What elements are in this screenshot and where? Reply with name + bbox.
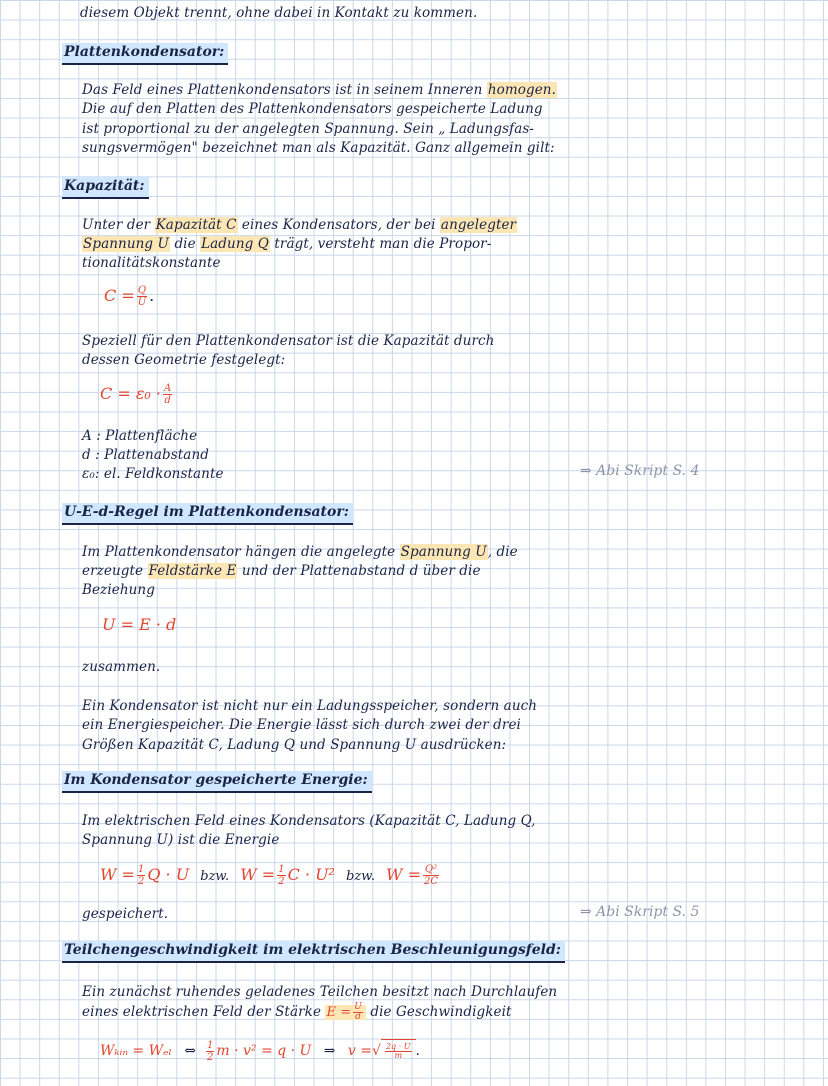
legend-item: A : Plattenfläche: [82, 428, 198, 444]
plattenkondensator-line-1: [82, 81, 557, 101]
fraction-q2-over-2c: [423, 864, 439, 887]
plattenkondensator-line-3: ist proportional zu der angelegten Spannung. Sein „ Ladungsfas-: [82, 121, 535, 137]
formula-feldstaerke: [325, 1002, 366, 1022]
kapazitaet-line-2: [82, 235, 491, 255]
e-lhs: E =: [326, 1005, 352, 1020]
formula-kap-end: .: [149, 286, 155, 305]
frac-num: U: [354, 1002, 362, 1012]
plattenkondensator-line-4: sungsvermögen" bezeichnet man als Kapazität. Ganz allgemein gilt:: [82, 140, 555, 156]
f2-lhs: W =: [240, 865, 276, 884]
formula-energie: [100, 864, 441, 888]
ued-l1a: Im Plattenkondensator hängen die angelegte: [82, 544, 396, 560]
frac-den: 2: [137, 876, 145, 887]
implies-arrow: ⇒: [323, 1043, 336, 1059]
formula-kap-lhs: C =: [104, 286, 135, 305]
heading-teilchengeschwindigkeit: Teilchengeschwindigkeit im elektrischen Beschleunigungsfeld:: [62, 941, 565, 963]
frac-num: 2q · U: [385, 1041, 411, 1051]
f-energy-equal: Wₖᵢₙ = Wₑₗ: [100, 1043, 172, 1059]
homogen-highlight: homogen.: [487, 82, 556, 98]
abi-skript-ref-5: ⇒ Abi Skript S. 5: [580, 904, 700, 920]
ued-line-7: Größen Kapazität C, Ladung Q und Spannung U ausdrücken:: [82, 737, 507, 753]
frac-den: 2: [278, 876, 285, 887]
kapazitaet-line-4: Speziell für den Plattenkondensator ist die Kapazität durch: [82, 333, 495, 349]
ued-line-5: Ein Kondensator ist nicht nur ein Ladungsspeicher, sondern auch: [82, 698, 538, 714]
f1-rhs: Q · U: [147, 865, 190, 884]
f1-lhs: W =: [100, 865, 135, 884]
frac-den: d: [355, 1012, 362, 1022]
f-v-lhs: v =: [347, 1043, 373, 1059]
ladung-q-highlight: Ladung Q: [201, 236, 269, 252]
teilchen-l2b: die Geschwindigkeit: [370, 1004, 512, 1020]
fraction-q-over-u: [137, 285, 147, 308]
f-end: .: [415, 1043, 420, 1059]
angelegter-highlight: angelegter: [440, 217, 517, 233]
teilchen-l2a: eines elektrischen Feld der Stärke: [82, 1004, 322, 1020]
formula-teilchen: Wₖᵢₙ = Wₑₗ ⇔ $\frac{1}{2}$ m · v² = q · U ⇒ v =√ $\frac{2q \cdot U}{m}$ .: [100, 1039, 420, 1063]
energie-line-2: Spannung U) ist die Energie: [82, 832, 280, 848]
spannung-u-highlight: Spannung U: [83, 236, 170, 252]
fraction-one-half: [137, 864, 145, 887]
ued-line-3: Beziehung: [82, 582, 155, 598]
feldstaerke-highlight: Feldstärke E: [148, 563, 237, 579]
f2-rhs: C · U²: [287, 865, 335, 884]
frac-num: 1: [207, 1039, 214, 1051]
energie-line-3: gespeichert.: [82, 906, 169, 922]
kap-l1a: Unter der: [82, 217, 151, 233]
heading-ued-regel: U-E-d-Regel im Plattenkondensator:: [62, 503, 353, 525]
kap-l1c: eines Kondensators, der bei: [241, 217, 436, 233]
f3-lhs: W =: [386, 865, 421, 884]
ued-l2c: und der Plattenabstand d über die: [241, 563, 481, 579]
sqrt-term: [381, 1039, 416, 1062]
frac-num: 1: [278, 864, 285, 875]
frac-den: 2: [207, 1051, 214, 1063]
ued-line-2: [82, 562, 481, 582]
plattenkondensator-line-1-text: Das Feld eines Plattenkondensators ist in seinem Inneren: [82, 82, 483, 98]
teilchen-line-1: Ein zunächst ruhendes geladenes Teilchen besitzt nach Durchlaufen: [82, 984, 558, 1000]
formula-ued: U = E · d: [102, 615, 177, 634]
frac-num: Q²: [424, 864, 438, 875]
frac-num: Q: [137, 285, 147, 296]
formula-plattenkapazitaet: [100, 383, 174, 406]
kapazitaet-c-highlight: Kapazität C: [155, 217, 237, 233]
equiv-arrow: ⇔: [184, 1043, 197, 1059]
f-kinetic: m · v² = q · U: [216, 1043, 312, 1059]
fraction-a-over-d: [163, 383, 172, 406]
abi-skript-ref-4: ⇒ Abi Skript S. 4: [580, 463, 700, 479]
formula-kapazitaet: [104, 285, 154, 308]
ued-line-6: ein Energiespeicher. Die Energie lässt sich durch zwei der drei: [82, 717, 521, 733]
fraction-2qu-over-m: [385, 1043, 412, 1060]
bzw-1: bzw.: [200, 869, 230, 884]
bzw-2: bzw.: [346, 869, 375, 884]
kap-l2d: trägt, versteht man die Propor-: [274, 236, 492, 252]
energie-line-1: Im elektrischen Feld eines Kondensators (Kapazität C, Ladung Q,: [82, 813, 536, 829]
frac-den: m: [394, 1050, 403, 1060]
formula-geo-lhs: C = ε₀ ·: [100, 384, 161, 403]
ued-l1c: , die: [487, 544, 518, 560]
plattenkondensator-line-2: Die auf den Platten des Plattenkondensators gespeicherte Ladung: [82, 101, 543, 117]
heading-energie: Im Kondensator gespeicherte Energie:: [62, 771, 372, 793]
fraction-one-half: [206, 1040, 214, 1063]
ued-line-1: [82, 543, 518, 563]
frac-den: 2C: [423, 876, 438, 887]
heading-kapazitaet: Kapazität:: [62, 177, 149, 199]
ued-l2a: erzeugte: [82, 563, 144, 579]
fraction-u-over-d: [353, 1003, 363, 1022]
teilchen-line-2: [82, 1002, 512, 1024]
spannung-u-highlight: Spannung U: [400, 544, 487, 560]
legend-item: d : Plattenabstand: [82, 447, 209, 463]
frac-den: U: [137, 297, 147, 308]
frac-den: d: [164, 395, 171, 406]
intro-line: diesem Objekt trennt, ohne dabei in Kontakt zu kommen.: [80, 5, 478, 21]
heading-plattenkondensator: Plattenkondensator:: [62, 43, 228, 65]
ued-line-4: zusammen.: [82, 659, 161, 675]
kapazitaet-line-1: [82, 216, 517, 236]
frac-num: A: [164, 383, 172, 394]
kapazitaet-line-3: tionalitätskonstante: [82, 255, 221, 271]
legend-item: ε₀: el. Feldkonstante: [82, 466, 224, 482]
fraction-one-half: [277, 864, 285, 887]
frac-num: 1: [137, 864, 145, 875]
kap-l2b: die: [174, 236, 196, 252]
kapazitaet-line-5: dessen Geometrie festgelegt:: [82, 352, 286, 368]
